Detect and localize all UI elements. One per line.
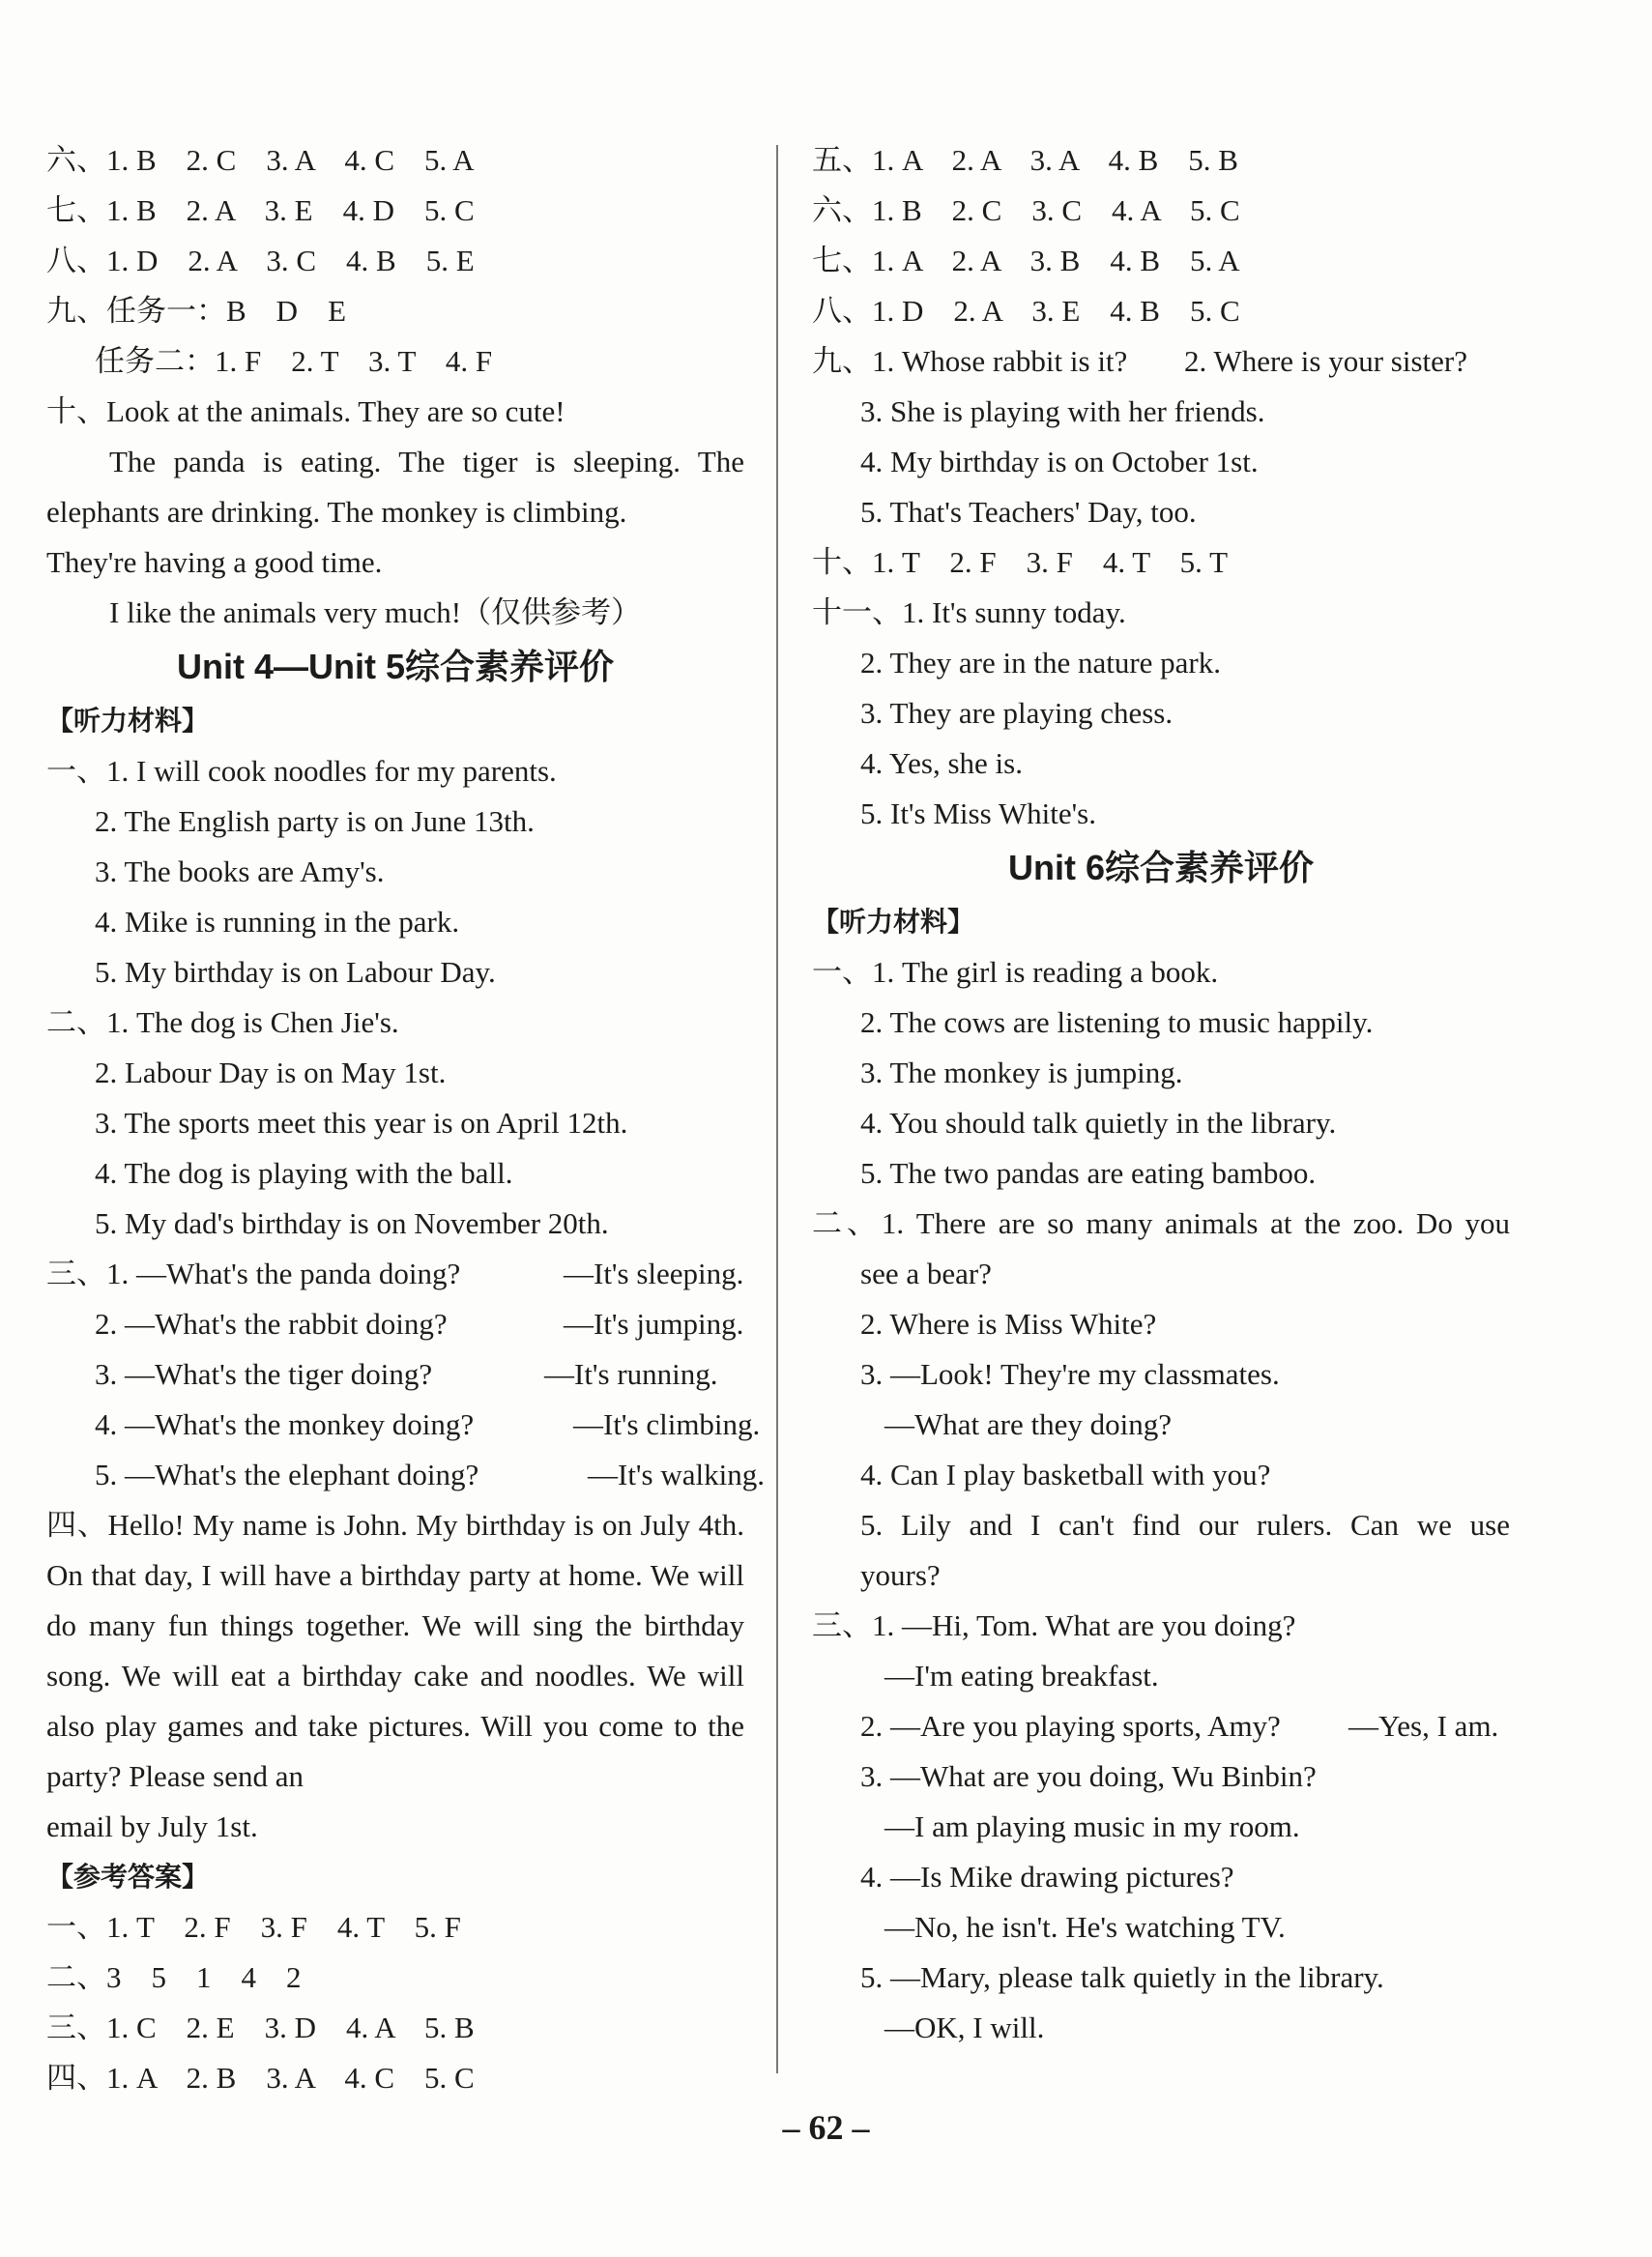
list-item: 3. The monkey is jumping. — [860, 1056, 1183, 1089]
reply: —It's climbing. — [573, 1407, 761, 1441]
list-item: 5. My birthday is on Labour Day. — [95, 955, 496, 989]
right-column — [812, 135, 1510, 2053]
answers-label: 【参考答案】 — [46, 1861, 210, 1893]
answer-line: 一、1. T 2. F 3. F 4. T 5. F — [46, 1910, 461, 1944]
list-item: 二、1. The dog is Chen Jie's. — [46, 1005, 399, 1039]
list-item: 4. My birthday is on October 1st. — [860, 445, 1259, 478]
list-item: 十一、1. It's sunny today. — [812, 595, 1126, 629]
list-item: 4. You should talk quietly in the library. — [860, 1106, 1337, 1140]
list-item: 5. That's Teachers' Day, too. — [860, 495, 1197, 529]
question: 2. Where is your sister? — [1184, 344, 1467, 378]
list-item: see a bear? — [860, 1257, 992, 1290]
reply: —It's sleeping. — [564, 1257, 744, 1290]
answer-line: 七、1. A 2. A 3. B 4. B 5. A — [812, 244, 1240, 277]
dialog-line — [46, 1249, 744, 1299]
essay-closing: I like the animals very much!（仅供参考） — [109, 595, 642, 629]
answer-line: 六、1. B 2. C 3. A 4. C 5. A — [46, 143, 475, 177]
list-item: 二、1. There are so many animals at the zoo. Do you — [812, 1206, 1510, 1240]
list-item: 3. The books are Amy's. — [95, 854, 385, 888]
list-item: 2. The English party is on June 13th. — [95, 804, 535, 838]
list-item: 2. Labour Day is on May 1st. — [95, 1056, 447, 1089]
reply: —Yes, I am. — [1348, 1709, 1499, 1743]
question: 3. —What's the tiger doing? — [95, 1357, 433, 1391]
answer-line: 六、1. B 2. C 3. C 4. A 5. C — [812, 193, 1240, 227]
dialog-line: 三、1. —Hi, Tom. What are you doing? — [812, 1608, 1296, 1642]
passage-line: email by July 1st. — [46, 1809, 258, 1843]
list-item: 5. My dad's birthday is on November 20th. — [95, 1206, 609, 1240]
question: 4. —What's the monkey doing? — [95, 1407, 475, 1441]
section-heading: Unit 4—Unit 5综合素养评价 — [176, 647, 614, 686]
dialog-line — [812, 1701, 1510, 1751]
answer-line: 八、1. D 2. A 3. C 4. B 5. E — [46, 244, 475, 277]
answer-line: 四、1. A 2. B 3. A 4. C 5. C — [46, 2061, 475, 2095]
answer-line: 七、1. B 2. A 3. E 4. D 5. C — [46, 193, 475, 227]
list-item: 4. The dog is playing with the ball. — [95, 1156, 513, 1190]
reply: —It's running. — [544, 1357, 718, 1391]
list-item: 4. Yes, she is. — [860, 746, 1023, 780]
answer-line: 十、1. T 2. F 3. F 4. T 5. T — [812, 545, 1229, 579]
list-item: 3. —Look! They're my classmates. — [860, 1357, 1280, 1391]
dialog-line: 5. —Mary, please talk quietly in the library. — [860, 1960, 1384, 1994]
list-item: 2. The cows are listening to music happily. — [860, 1005, 1374, 1039]
list-item: 一、1. The girl is reading a book. — [812, 955, 1219, 989]
dialog-line — [46, 1299, 744, 1349]
dialog-line — [46, 1450, 765, 1500]
essay-line: They're having a good time. — [46, 545, 383, 579]
question: 三、1. —What's the panda doing? — [46, 1257, 461, 1290]
listening-label: 【听力材料】 — [46, 705, 210, 737]
answer-line — [812, 336, 1510, 387]
dialog-line — [46, 1349, 744, 1400]
listening-label: 【听力材料】 — [812, 906, 975, 938]
dialog-line — [46, 1400, 761, 1450]
list-item: 4. Mike is running in the park. — [95, 905, 460, 939]
dialog-line: —I'm eating breakfast. — [884, 1659, 1159, 1693]
answer-line: 九、任务一：B D E — [46, 294, 346, 328]
question: 5. —What's the elephant doing? — [95, 1458, 479, 1491]
list-item: —What are they doing? — [884, 1407, 1172, 1441]
list-item: 3. They are playing chess. — [860, 696, 1174, 730]
list-item: 4. Can I play basketball with you? — [860, 1458, 1271, 1491]
list-item: yours? — [860, 1558, 941, 1592]
list-item: 3. The sports meet this year is on April 12th. — [95, 1106, 628, 1140]
list-item: 2. Where is Miss White? — [860, 1307, 1157, 1341]
reply: —It's walking. — [588, 1458, 765, 1491]
passage-paragraph: 四、Hello! My name is John. My birthday is on July 4th. On that day, I will have a birthday party at home. We will do many fun things together. We will sing the birthday song. We will eat a birthday cake and noodles. We will also play games and take pictures. Will you come to the party? Please send an — [46, 1508, 744, 1793]
question: 2. —What's the rabbit doing? — [95, 1307, 448, 1341]
list-item: 3. She is playing with her friends. — [860, 394, 1265, 428]
answer-line: 十、Look at the animals. They are so cute! — [46, 394, 565, 428]
answer-line: 任务二：1. F 2. T 3. T 4. F — [95, 344, 493, 378]
page-number: – 62 – — [782, 2108, 870, 2147]
answer-line: 五、1. A 2. A 3. A 4. B 5. B — [812, 143, 1238, 177]
section-heading: Unit 6综合素养评价 — [1007, 848, 1314, 887]
answer-line: 三、1. C 2. E 3. D 4. A 5. B — [46, 2011, 475, 2044]
question: 九、1. Whose rabbit is it? — [812, 344, 1128, 378]
reply: —It's jumping. — [564, 1307, 744, 1341]
answer-line: 二、3 5 1 4 2 — [46, 1960, 302, 1994]
column-divider — [776, 145, 778, 2073]
dialog-line: 4. —Is Mike drawing pictures? — [860, 1860, 1234, 1894]
dialog-line: —No, he isn't. He's watching TV. — [884, 1910, 1286, 1944]
list-item: 5. It's Miss White's. — [860, 796, 1096, 830]
list-item: 一、1. I will cook noodles for my parents. — [46, 754, 557, 788]
essay-paragraph: The panda is eating. The tiger is sleeping. The elephants are drinking. The monkey is climbing. — [46, 445, 744, 529]
answer-line: 八、1. D 2. A 3. E 4. B 5. C — [812, 294, 1240, 328]
list-item: 5. Lily and I can't find our rulers. Can we use — [860, 1508, 1510, 1542]
dialog-line: —OK, I will. — [884, 2011, 1045, 2044]
left-column — [46, 135, 765, 2103]
dialog-line: —I am playing music in my room. — [884, 1809, 1300, 1843]
dialog-line: 3. —What are you doing, Wu Binbin? — [860, 1759, 1317, 1793]
list-item: 5. The two pandas are eating bamboo. — [860, 1156, 1317, 1190]
list-item: 2. They are in the nature park. — [860, 646, 1221, 680]
question: 2. —Are you playing sports, Amy? — [860, 1709, 1281, 1743]
